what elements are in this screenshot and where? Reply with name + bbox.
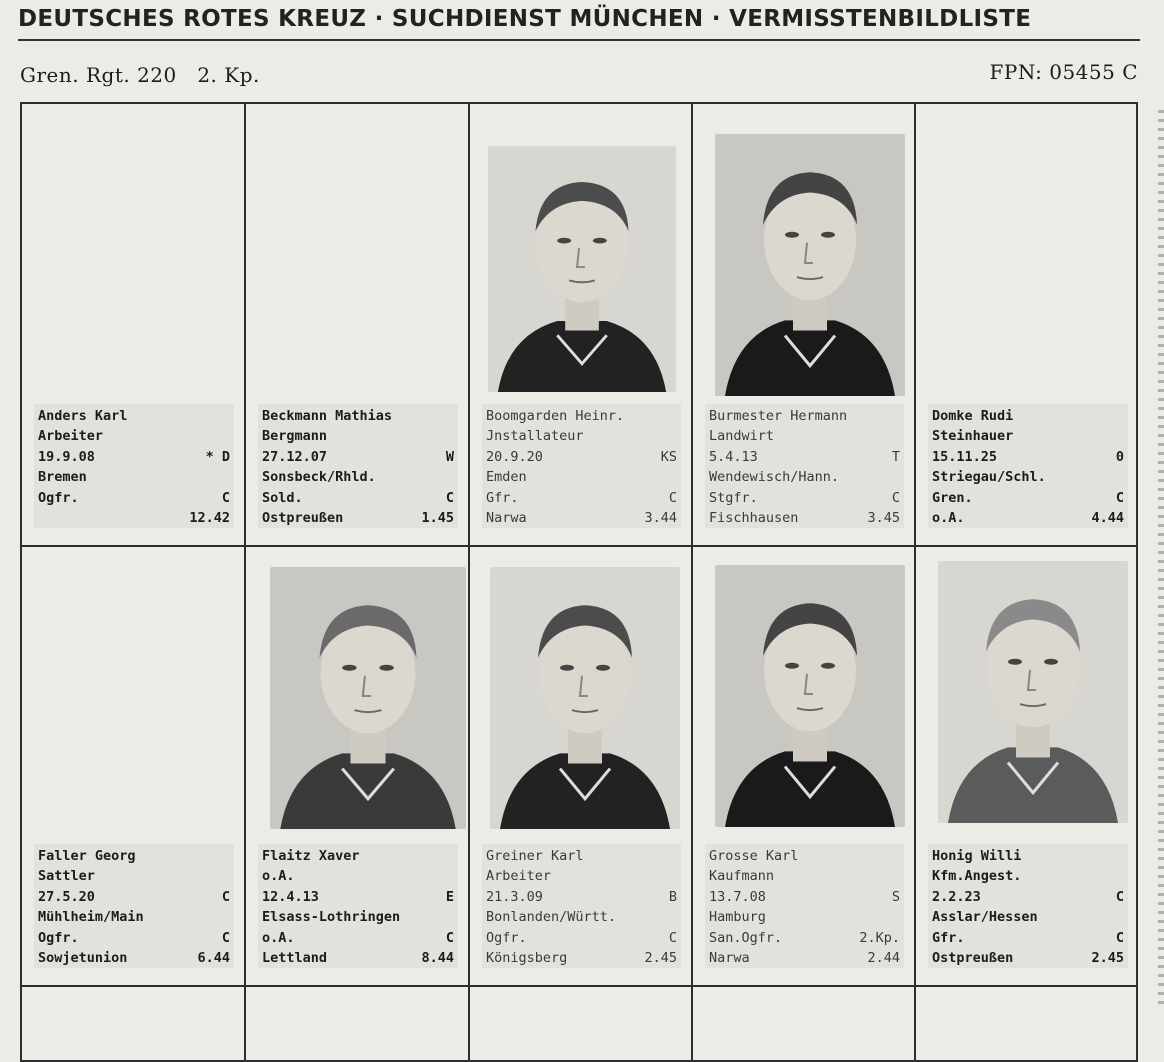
unit-label: Gren. Rgt. 220 2. Kp. xyxy=(20,63,260,87)
person-place: Striegau/Schl. xyxy=(932,469,1046,486)
person-info xyxy=(482,404,681,528)
person-code: T xyxy=(891,448,900,465)
grid-divider xyxy=(468,104,470,1060)
person-birth: 27.5.20 xyxy=(38,888,95,905)
person-occupation: Arbeiter xyxy=(486,868,552,885)
person-birth: 12.4.13 xyxy=(262,888,319,905)
person-birth: 27.12.07 xyxy=(262,448,328,465)
person-occupation: Sattler xyxy=(38,868,95,885)
portrait-greiner xyxy=(490,567,680,829)
person-occupation: Steinhauer xyxy=(932,428,1014,445)
person-name: Anders Karl xyxy=(38,408,128,424)
person-last-date: 2.44 xyxy=(867,949,900,966)
person-card xyxy=(248,547,466,987)
person-rank: Sold. xyxy=(262,489,303,506)
person-occupation: Arbeiter xyxy=(38,428,104,445)
person-code: C xyxy=(221,888,230,905)
person-rank-code: C xyxy=(445,929,454,946)
person-rank-code: C xyxy=(668,489,677,506)
person-last-place: Narwa xyxy=(486,509,527,526)
person-info xyxy=(34,404,234,528)
person-place: Emden xyxy=(486,469,527,486)
fpn-label: FPN: 05455 C xyxy=(989,60,1138,84)
person-last-place: Lettland xyxy=(262,949,328,966)
person-rank-code: C xyxy=(1115,489,1124,506)
person-code: E xyxy=(445,888,454,905)
person-code: B xyxy=(668,888,677,905)
person-card xyxy=(918,104,1136,544)
person-card xyxy=(695,104,912,544)
person-last-place: Königsberg xyxy=(486,949,568,966)
person-card xyxy=(472,547,689,987)
person-rank-code: C xyxy=(891,489,900,506)
person-place: Wendewisch/Hann. xyxy=(709,469,840,486)
person-last-place: Fischhausen xyxy=(709,509,799,526)
person-rank: Gfr. xyxy=(486,489,519,506)
portrait-boomgarden xyxy=(488,146,676,392)
person-last-date: 3.45 xyxy=(867,509,900,526)
page-edge xyxy=(1158,110,1164,1010)
person-card xyxy=(918,547,1136,987)
person-code: W xyxy=(445,448,454,465)
person-occupation: Bergmann xyxy=(262,428,328,445)
person-card xyxy=(24,104,242,544)
person-code: C xyxy=(1115,888,1124,905)
person-place: Bremen xyxy=(38,469,87,486)
person-code: * D xyxy=(205,448,230,465)
person-info xyxy=(705,844,904,968)
person-birth: 15.11.25 xyxy=(932,448,998,465)
person-last-date: 1.45 xyxy=(421,509,454,526)
person-rank: Ogfr. xyxy=(38,929,79,946)
person-occupation: Kfm.Angest. xyxy=(932,868,1022,885)
person-code: KS xyxy=(660,448,677,465)
person-place: Hamburg xyxy=(709,909,766,926)
person-place: Sonsbeck/Rhld. xyxy=(262,469,376,486)
person-last-date: 4.44 xyxy=(1091,509,1124,526)
person-last-place: Sowjetunion xyxy=(38,949,128,966)
person-info xyxy=(928,404,1128,528)
person-card xyxy=(695,547,912,987)
portrait-flaitz xyxy=(270,567,466,829)
person-name: Domke Rudi xyxy=(932,408,1014,424)
person-rank: San.Ogfr. xyxy=(709,929,783,946)
person-place: Elsass-Lothringen xyxy=(262,909,401,926)
person-card xyxy=(248,104,466,544)
person-card xyxy=(24,547,242,987)
person-birth: 20.9.20 xyxy=(486,448,543,465)
person-last-date: 2.45 xyxy=(644,949,677,966)
person-code: 0 xyxy=(1115,448,1124,465)
person-last-place: Ostpreußen xyxy=(932,949,1014,966)
person-place: Mühlheim/Main xyxy=(38,909,144,926)
person-occupation: Jnstallateur xyxy=(486,428,584,445)
title-rule xyxy=(18,39,1140,41)
person-name: Burmester Hermann xyxy=(709,408,848,424)
person-name: Boomgarden Heinr. xyxy=(486,408,625,424)
person-info xyxy=(928,844,1128,968)
person-info xyxy=(705,404,904,528)
person-card xyxy=(472,104,689,544)
person-last-date: 2.45 xyxy=(1091,949,1124,966)
portrait-grosse xyxy=(715,565,905,827)
person-occupation: o.A. xyxy=(262,868,295,885)
person-rank-code: C xyxy=(221,489,230,506)
person-rank: Gfr. xyxy=(932,929,965,946)
person-last-date: 6.44 xyxy=(197,949,230,966)
person-name: Honig Willi xyxy=(932,848,1022,864)
person-last-date: 12.42 xyxy=(189,509,230,526)
grid-divider xyxy=(691,104,693,1060)
person-birth: 5.4.13 xyxy=(709,448,758,465)
person-rank: Gren. xyxy=(932,489,973,506)
person-name: Grosse Karl xyxy=(709,848,799,864)
person-birth: 21.3.09 xyxy=(486,888,543,905)
person-info xyxy=(258,844,458,968)
person-name: Faller Georg xyxy=(38,848,136,864)
person-last-place: Ostpreußen xyxy=(262,509,344,526)
person-name: Beckmann Mathias xyxy=(262,408,393,424)
person-code: S xyxy=(891,888,900,905)
person-rank-code: C xyxy=(221,929,230,946)
grid-divider xyxy=(914,104,916,1060)
person-birth: 13.7.08 xyxy=(709,888,766,905)
person-info xyxy=(34,844,234,968)
person-rank-code: C xyxy=(445,489,454,506)
person-info xyxy=(482,844,681,968)
person-rank: Ogfr. xyxy=(486,929,527,946)
person-place: Asslar/Hessen xyxy=(932,909,1038,926)
missing-persons-grid xyxy=(20,102,1138,1062)
person-birth: 2.2.23 xyxy=(932,888,981,905)
person-rank: o.A. xyxy=(262,929,295,946)
person-rank-code: C xyxy=(1115,929,1124,946)
person-rank-code: 2.Kp. xyxy=(859,929,900,946)
person-last-place: Narwa xyxy=(709,949,750,966)
grid-divider xyxy=(244,104,246,1060)
document-title: DEUTSCHES ROTES KREUZ · SUCHDIENST MÜNCHEN · VERMISSTENBILDLISTE xyxy=(18,6,1032,32)
person-occupation: Landwirt xyxy=(709,428,775,445)
portrait-burmester xyxy=(715,134,905,396)
person-rank-code: C xyxy=(668,929,677,946)
person-occupation: Kaufmann xyxy=(709,868,775,885)
person-rank: Ogfr. xyxy=(38,489,79,506)
person-name: Greiner Karl xyxy=(486,848,584,864)
person-info xyxy=(258,404,458,528)
person-last-date: 3.44 xyxy=(644,509,677,526)
person-last-date: 8.44 xyxy=(421,949,454,966)
person-place: Bonlanden/Württ. xyxy=(486,909,617,926)
portrait-honig xyxy=(938,561,1128,823)
person-name: Flaitz Xaver xyxy=(262,848,360,864)
person-birth: 19.9.08 xyxy=(38,448,95,465)
person-rank: Stgfr. xyxy=(709,489,758,506)
person-last-place: o.A. xyxy=(932,509,965,526)
